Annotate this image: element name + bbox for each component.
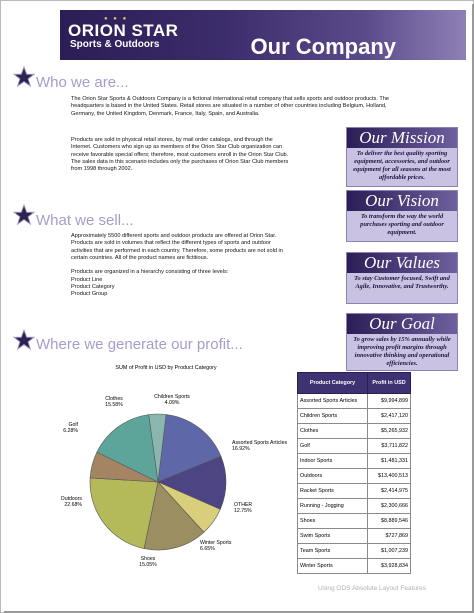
section-title-profit: Where we generate our profit... xyxy=(36,336,243,353)
profit-cell: $727,869 xyxy=(367,529,410,544)
who-paragraph-1: The Orion Star Sports & Outdoors Company is a fictional international retail company that sells sports and outdoor products. The headquarters is based in the United States. Retail stores are situated in a number of other countries including Belgium, Holland, Germany, the United Kingdom, Denmark, France, Italy, Spain, and Australia. xyxy=(71,96,389,117)
table-header-row xyxy=(298,373,411,394)
profit-cell: $8,889,546 xyxy=(367,514,410,529)
category-cell: Children Sports xyxy=(298,409,368,424)
table-row xyxy=(298,544,411,559)
values-text: To stay Customer focused, Swift and Agile, Innovative, and Trustworthy. xyxy=(354,275,450,290)
hierarchy-level: Product Category xyxy=(71,284,115,290)
table-row xyxy=(298,514,411,529)
section-title-sell: What we sell... xyxy=(36,212,134,229)
star-icon xyxy=(13,66,35,88)
mission-box xyxy=(346,127,458,187)
category-cell: Shoes xyxy=(298,514,368,529)
vision-box xyxy=(346,190,458,242)
profit-cell: $1,007,239 xyxy=(367,544,410,559)
slice-percent: 15.58% xyxy=(105,402,123,408)
section-title-who: Who we are... xyxy=(36,74,129,91)
slice-percent: 22.68% xyxy=(64,502,82,508)
table-row xyxy=(298,529,411,544)
category-cell: Team Sports xyxy=(298,544,368,559)
category-cell: Indoor Sports xyxy=(298,454,368,469)
logo-sub-text: Sports & Outdoors xyxy=(70,39,160,50)
table-row xyxy=(298,424,411,439)
profit-pie-chart xyxy=(40,360,290,570)
values-box xyxy=(346,252,458,304)
slice-percent: 6.65% xyxy=(200,546,215,552)
profit-cell: $2,417,120 xyxy=(367,409,410,424)
vision-text: To transform the way the world purchases sporting and outdoor equipment. xyxy=(360,213,444,236)
profit-cell: $2,414,975 xyxy=(367,484,410,499)
table-row xyxy=(298,439,411,454)
category-cell: Clothes xyxy=(298,424,368,439)
vision-title: Our Vision xyxy=(347,191,457,211)
hierarchy-level: Product Group xyxy=(71,291,108,297)
category-cell: Winter Sports xyxy=(298,559,368,574)
logo-main-text: ORION STAR xyxy=(68,21,179,40)
category-cell: Assorted Sports Articles xyxy=(298,394,368,409)
slice-percent: 4.09% xyxy=(164,400,180,406)
column-header-profit: Profit in USD xyxy=(367,373,410,394)
mission-title: Our Mission xyxy=(347,128,457,148)
slice-label: Children Sports xyxy=(154,394,190,400)
slice-label: Clothes xyxy=(105,396,123,402)
profit-cell: $1,481,331 xyxy=(367,454,410,469)
slice-percent: 6.28% xyxy=(63,428,78,434)
category-cell: Swim Sports xyxy=(298,529,368,544)
column-header-category: Product Category xyxy=(298,373,368,394)
table-row xyxy=(298,409,411,424)
profit-cell: $3,711,822 xyxy=(367,439,410,454)
slice-label: Winter Sports xyxy=(200,540,232,546)
company-logo xyxy=(68,16,179,50)
mission-text: To deliver the best quality sporting equipment, accessories, and outdoor equipment for all seasons at the most affordable prices. xyxy=(353,150,451,181)
values-title: Our Values xyxy=(347,253,457,273)
table-row xyxy=(298,484,411,499)
goal-title: Our Goal xyxy=(347,314,457,334)
profit-cell: $13,400,513 xyxy=(367,469,410,484)
category-cell: Racket Sports xyxy=(298,484,368,499)
slice-percent: 16.92% xyxy=(232,446,250,452)
table-row xyxy=(298,499,411,514)
slice-percent: 12.75% xyxy=(234,508,252,514)
logo-stars-icon: ● ● ● xyxy=(104,16,129,22)
goal-box xyxy=(346,313,458,371)
slice-label: Shoes xyxy=(140,556,156,562)
profit-cell: $3,928,834 xyxy=(367,559,410,574)
table-row xyxy=(298,394,411,409)
star-icon xyxy=(13,329,35,351)
footer-caption: Using ODS Absolute Layout Features xyxy=(318,585,427,592)
slice-label: Golf xyxy=(68,422,78,428)
slice-label: Assorted Sports Articles xyxy=(232,440,288,446)
hierarchy-level: Product Line xyxy=(71,277,103,283)
star-icon xyxy=(13,204,35,226)
table-row xyxy=(298,469,411,484)
chart-title: SUM of Profit in USD by Product Category xyxy=(115,365,217,371)
profit-cell: $2,300,666 xyxy=(367,499,410,514)
who-paragraph-2: Products are sold in physical retail stores, by mail order catalogs, and through the Internet. Customers who sign up as members of the Orion Star Club organization can receive favorable special offers; therefore, most customers enroll in the Orion Star Club. The sales data in this scenario includes only the purchases of Orion Star Club members from 1998 through 2002. xyxy=(71,137,289,173)
category-cell: Golf xyxy=(298,439,368,454)
sell-paragraph-2: Products are organized in a hierarchy consisting of three levels: xyxy=(71,269,229,275)
category-cell: Outdoors xyxy=(298,469,368,484)
profit-cell: $5,265,932 xyxy=(367,424,410,439)
goal-text: To grow sales by 15% annually while improving profit margins through innovative thinking and operational efficiencies. xyxy=(353,336,451,367)
profit-table xyxy=(297,372,411,574)
table-row xyxy=(298,454,411,469)
profit-cell: $9,994,899 xyxy=(367,394,410,409)
slice-label: Outdoors xyxy=(60,496,82,502)
slice-percent: 15.05% xyxy=(139,562,157,568)
slice-label: OTHER xyxy=(234,502,253,508)
page-title: Our Company xyxy=(250,34,396,59)
header-banner xyxy=(60,10,466,60)
table-row xyxy=(298,559,411,574)
category-cell: Running - Jogging xyxy=(298,499,368,514)
sell-paragraph-1: Approximately 5500 different sports and outdoor products are offered at Orion Star. Products are sold in volumes that reflect the different types of sports and outdoor activities that are performed in each country. Therefore, some products are not sold in certain countries. All of the product names are fictitious. xyxy=(71,233,283,261)
